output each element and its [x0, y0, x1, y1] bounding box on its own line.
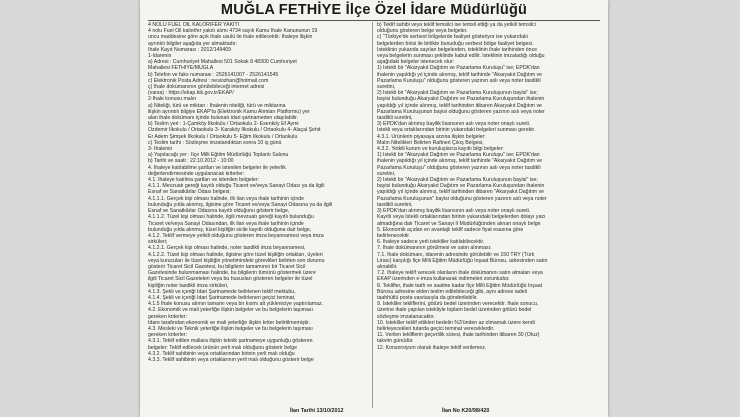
text-line: bayisi bulunduğu Akaryakıt Dağıtım ve Pazarlama Kuruluşundan ihalenin [377, 183, 545, 190]
text-line: c) "Türkiye'de serbest bölgelerde faaliyet gösteriyor ise yukarıdaki [377, 34, 528, 41]
text-line: kişiliğin noter tasdikli imza sirküleri, [148, 282, 229, 289]
text-line: EKAP üzerinden e-imza kullanarak indirmeleri zorunludur. [377, 276, 510, 283]
left-text-column [148, 22, 371, 406]
text-line: takvim günüdür. [377, 338, 414, 345]
text-line: almadığına dair Ticaret ve Sanayi İl Müdürlüğünden alınan onaylı belge [377, 220, 541, 227]
text-line: alan ihale dokümanı içinde bulunan idari şartnameden ulaşılabilir. [148, 115, 298, 122]
newspaper-notice-page [140, 0, 608, 417]
text-line: 7.1. İhale dokümanı, idarenin adresinde görülebilir ve 150 TRY (Türk [377, 251, 535, 258]
text-line: 1) İstekli bir "Akaryakıt Dağıtım ve Pazarlama Kuruluşu" ise; EPDK'dan [377, 65, 540, 72]
text-line: olduğunu gösteren belge veya belgeler. [377, 28, 468, 35]
text-line: ç) İhale dokümanının görülebileceği internet adresi [148, 84, 265, 91]
text-line: 4.2. Ekonomik ve mali yeterliğe ilişkin belgeler ve bu belgelerin taşıması [148, 307, 313, 314]
text-line: 4.1.2. Teklif vermeye yetkili olduğunu gösteren imza beyannamesi veya imza [148, 232, 324, 239]
text-line: değerlendirmesinde uygulanacak kriterler: [148, 170, 245, 177]
text-line: 3- İhalenin [148, 146, 173, 153]
text-line: 5. Ekonomik açıdan en avantajlı teklif sadece fiyat esasına göre [377, 226, 524, 233]
text-line: 4.1.1. Mevzuatı gereği kayıtlı olduğu Ticaret ve/veya Sanayi Odası ya da ilgili [148, 183, 325, 190]
text-line: ilgili Ticaret Sicil Gazeteleri veya bu hususları gösteren belgeler ile tüzel [148, 276, 313, 283]
text-line: Kayıtlı veya İstekli ortaklarından birinin yukarıdaki belgelerden dolayı yazı [377, 214, 546, 221]
text-line: veya belgelerin sunması şeklinde kabul edilir. İsteklinin imzaladığı olduğu [377, 53, 545, 60]
text-line: ayrıntılı bilgiler aşağıda yer almaktadır: [148, 40, 238, 47]
text-line: 4.1.2.1. Gerçek kişi olması halinde, noter tasdikli imza beyannamesi, [148, 245, 306, 252]
text-line: aşağıdaki belgeler istenecek olur: [377, 59, 454, 66]
text-line: 12. Konsorsiyum olarak ihaleye teklif verilemez. [377, 344, 487, 351]
text-line: b) Tarihi ve saati : 22.10.2012 - 10:00 [148, 158, 234, 165]
text-line: 4.1.1.2. Tüzel kişi olması halinde, ilgili mevzuatı gereği kayıtlı bulunduğu [148, 214, 314, 221]
text-line: sözleşme imzalanacaktır. [377, 313, 435, 320]
text-line: 9. İstekliler tekliflerini, götürü bedel üzerinden verecektir. İhale sonucu, [377, 301, 539, 308]
text-line: Bürosu adresine elden teslim edilebileceği gibi, aynı adrese iadeli [377, 288, 527, 295]
right-text-column [377, 22, 600, 406]
text-line: belgeler: Teklif edilecek ürünün yerli malı olduğunu gösterir belge [148, 344, 297, 351]
text-line: İsteklinin yukarıda sayılan belgelerden, isteklinin ihale tarihinden önce [377, 46, 538, 53]
column-divider [372, 22, 373, 408]
text-line: yapıldığı yıl içinde alınmış, teklif tarihinden itibaren Akaryakıt Dağıtım ve [377, 102, 542, 109]
text-line: 1-İdarenin [148, 53, 172, 60]
text-line: Pazarlama Kuruluşu" olduğunu gösteren yazının aslı veya noter tasdikli [377, 77, 541, 84]
text-line: 4.1.4. Şekli ve içeriği İdari Şartnamede belirlenen geçici teminat, [148, 294, 296, 301]
text-line: 4.3.2. Teklif sahibinin veya ortaklarından birinin yerli malı olduğu [148, 350, 295, 357]
text-line: b) Telefon ve faks numarası : 2526141007 - 2526141545 [148, 71, 279, 78]
text-line: Mahallesi FETHİYE/MUĞLA [148, 65, 214, 72]
text-line: 4.3.1. Teklif edilen mallara ilişkin teknik şartnameye uygunluğu gösteren [148, 338, 313, 345]
text-line: belgelerden birisi ile birlikte bunuduğu serbest bölge faaliyet belgesi. [377, 40, 534, 47]
text-line: Gazetesinde bulunmaması halinde, bu bilgilerin tümünü göstermek üzere [148, 270, 316, 277]
text-line: 6. İhaleye sadece yerli istekliler katılabilecektir. [377, 239, 485, 246]
text-line: 2) İstekli bir "Akaryakıt Dağıtım ve Pazarlama Kuruluşunun bayisi" ise; [377, 177, 538, 184]
notice-footer [140, 407, 608, 417]
text-line: 4.3.2. Yetkili kurum ve kuruluşlarca kayıtlı bilgi belgeler: [377, 146, 504, 153]
text-line: 2) İstekli bir "Akaryakıt Dağıtım ve Pazarlama Kuruluşunun bayisi" ise; [377, 90, 538, 97]
text-line: 4.1.5 İhale konusu alımın tamamı veya bir kısmı alt yükleniciye yaptırılamaz. [148, 301, 324, 308]
text-line: bulunduğu yılda alınmış, tüzel kişiliğin sicile kayıtlı olduğuna dair belge, [148, 226, 312, 233]
text-line: yapıldığı yıl içinde alınmış, teklif tarihinden itibaren "Akaryakıt Dağıtım ve [377, 189, 545, 196]
text-line: tasdikli suretini, [377, 201, 413, 208]
text-line: 2-İhale konusu malın [148, 96, 197, 103]
text-line: Er Adem Şimşek İlkokulu / Ortaokulu 5- Eğim İlkokulu / Ortaokulu [148, 133, 298, 140]
text-line: belirlenecektir. [377, 232, 411, 239]
text-line: veya kurucuları ile tüzel kişiliğin yönetimindeki görevlileri belirten son durumu [148, 257, 325, 264]
text-line: İdare tarafından ekonomik ve mali yeterliğe ilişkin kriter belirtilmemiştir. [148, 319, 311, 326]
text-line: Ticaret ve/veya Sanayi Odasından, ilk ilan veya ihale tarihinin içinde [148, 220, 304, 227]
footer-date: İlan Tarihi 13/10/2012 [290, 408, 344, 414]
text-line: 4.3.3. Teklif sahibinin veya ortaklarının yerli malı olduğunu gösterir belge [148, 356, 314, 363]
text-line: 4.3. Mesleki ve Teknik yeterliğe ilişkin belgeler ve bu belgelerin taşıması [148, 325, 313, 332]
text-line: belirleyecekleri tutarda geçici teminat vereceklerdir. [377, 325, 495, 332]
page-title: MUĞLA FETHİYE İlçe Özel İdare Müdürlüğü [220, 2, 528, 18]
text-line: gereken kriterler: [148, 313, 187, 320]
text-line: 4 nolu Fuel Oil kalorifer yakıtı alımı 4734 sayılı Kamu İhale Kanununun 19 [148, 28, 318, 35]
text-line: ilişkin ayrıntılı bilgiye EKAP'ta (Elektronik Kamu Alımları Platformu) yer [148, 108, 310, 115]
text-line: İstekli veya ortaklarından birinin yukarıdaki belgeleri sunması gerekir. [377, 127, 536, 134]
text-line: Esnaf ve Sanatkârlar Odası belgesi; [148, 189, 231, 196]
text-line: Esnaf ve Sanatkârlar Odasına kayıtlı olduğunu gösterir belge, [148, 208, 290, 215]
text-line: 4.3.1. Ürünlerin piyasaya arzına ilişkin belgeler: [377, 133, 486, 140]
text-line: 4.1.1.1. Gerçek kişi olması halinde, ilk ilan veya ihale tarihinin içinde [148, 195, 304, 202]
text-line: üzerine ihale yapılan istekliyle toplam bedel üzerinden götürü bedel [377, 307, 532, 314]
text-line: Özdemir İlkokulu / Ortaokulu 3- Karaköy İlkokulu / Ortaokulu 4- Alaçal Şehit [148, 127, 321, 134]
text-line: c) Elektronik Posta Adresi : nesiozhan@hotmail.com [148, 77, 269, 84]
text-line: c) Teslim tarihi : Sözleşme imzalandıktan sonra 10 iş günü [148, 139, 282, 146]
text-line: Pazarlama Kuruluşu" olduğunu gösteren yazının aslı veya noter tasdikli [377, 164, 541, 171]
text-line: uncu maddesine göre açık ihale usulü ile ihale edilecektir. İhaleye ilişkin [148, 34, 313, 41]
text-line: a) Niteliği, türü ve miktarı : İhalenin niteliği, türü ve miktarına [148, 102, 286, 109]
text-line: ihalenin yapıldığı yıl içinde alınmış, teklif tarihinde "Akaryakıt Dağıtım ve [377, 158, 543, 165]
text-line: gösterir Ticaret Sicil Gazetesi, bu bilgilerin tamamının bir Ticaret Sicil [148, 263, 306, 270]
text-line: b) Teslim yeri : 1-Çamköy İlkokulu / Ortaokulu 2- Esenköy Ef Aymi [148, 121, 299, 128]
text-line: 11. Verilen tekliflerin geçerlilik süresi, ihale tarihinden itibaren 30 (Otuz) [377, 332, 540, 339]
text-line: a) Adresi : Cumhuriyet Mahallesi 501 Sokak 8 48300 Cumhuriyet [148, 59, 297, 66]
text-line: 1) İstekli bir "Akaryakıt Dağıtım ve Pazarlama Kuruluşu" ise; EPDK'dan [377, 152, 540, 159]
text-line: bulunduğu yılda alınmış, ilgisine göre Ticaret ve/veya Sanayi Odasına ya da ilgili [148, 201, 333, 208]
text-line: ihalenin yapıldığı yıl içinde alınmış, teklif tarihinde "Akaryakıt Dağıtım ve [377, 71, 543, 78]
text-line: 4. İhaleye katılabilme şartları ve istenilen belgeler ile yeterlik [148, 164, 286, 171]
text-line: 3) EPDK'dan alınmış bayilik lisansının aslı veya noter onaylı sureti. [377, 121, 531, 128]
text-line: 7.2. İhaleye teklif verecek olanların ihale dokümanını satın almaları veya [377, 270, 543, 277]
text-line: bayisi bulunduğu Akaryakıt Dağıtım ve Pazarlama Kuruluşundan ihalenin [377, 96, 545, 103]
text-line: sirküleri; [148, 239, 168, 246]
text-line: Lirası) karşılığı İlçe Milli Eğitim Müdürlüğü İnşaat Bürosu, adresinden satın [377, 257, 548, 264]
text-line: 3) EPDK'dan alınmış bayilik lisansının aslı veya noter onaylı sureti. [377, 208, 531, 215]
text-line: 8. Teklifler, ihale tarih ve saatine kadar İlçe Milli Eğitim Müdürlüğü İnşaat [377, 282, 543, 289]
text-line: 4.1.2.2. Tüzel kişi olması halinde, ilgisine göre tüzel kişiliğin ortakları, üyeleri [148, 251, 323, 258]
text-line: İhale Kayıt Numarası : 2012/149409 [148, 46, 232, 53]
title-divider [148, 20, 600, 21]
text-line: b) Teklif sahibi veya teklif temsilci ise temsil ettiği ya da yetkili temsilci [377, 22, 536, 28]
text-line: suretini, [377, 170, 396, 177]
text-line: 4.1. İhaleye katılma şartları ve istenilen belgeler: [148, 177, 260, 184]
text-line: gereken kriterler: [148, 332, 187, 339]
text-line: Pazarlama Kuruluşunun bayisi olduğunu gösteren yazının aslı veya noter [377, 108, 545, 115]
text-line: 4.1.3. Şekli ve içeriği İdari Şartnamede belirlenen teklif mektubu, [148, 288, 296, 295]
text-line: 7. İhale dokümanının görülmesi ve satın alınması: [377, 245, 492, 252]
text-line: Pazarlama Kuruluşunun" bayisi olduğunu gösteren yazının aslı veya noter [377, 195, 547, 202]
text-line: Malın Nitelikleri Belirten Rafineri Çıkış Belgesi, [377, 139, 484, 146]
footer-notice-number: İlan No K20/98/420 [442, 408, 490, 414]
text-line: taahhütlü posta vasıtasıyla da gönderilebilir. [377, 294, 478, 301]
text-line: 4 NOLU FUEL OIL KALORİFER YAKITI [148, 22, 240, 28]
text-line: a) Yapılacağı yer : İlçe Milli Eğitim Müdürlüğü Toplantı Salonu [148, 152, 289, 159]
text-line: tasdikli suretini, [377, 115, 413, 122]
text-line: suretini, [377, 84, 396, 91]
text-line: 10. İstekliler teklif ettikleri bedelin %3'ünden az olmamak üzere kendi [377, 319, 535, 326]
text-line: (varsa) : https://ekap.kik.gov.tr/EKAP/ [148, 90, 234, 97]
text-line: alınabilir. [377, 263, 398, 270]
